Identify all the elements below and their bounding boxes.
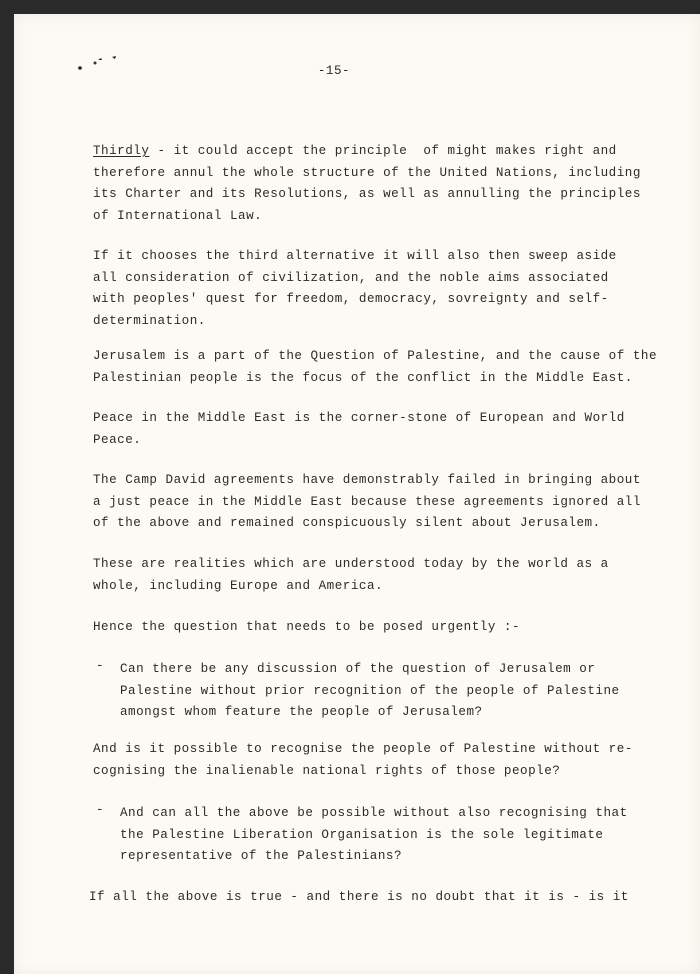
paragraph-recognise: And is it possible to recognise the people of Palestine without re- cognising the inalienable national rights of those people?	[93, 742, 633, 778]
paragraph-conclusion: If all the above is true - and there is no doubt that it is - is it	[89, 890, 629, 904]
paragraph-jerusalem: Jerusalem is a part of the Question of Palestine, and the cause of the Palestinian people is the focus of the conflict in the Middle East.	[93, 349, 658, 385]
bullet-item-plo: And can all the above be possible without also recognising that the Palestine Liberation Organisation is the sole legitimate representative of the Palestinians?	[120, 806, 628, 864]
paragraph-third-alternative: If it chooses the third alternative it will also then sweep aside all consideration of civilization, and the noble aims associated with peoples' quest for freedom, democracy, sovreignty and self- determination.	[93, 249, 617, 328]
bullet-dash: -	[96, 659, 105, 673]
page-number: -15-	[317, 64, 351, 78]
paragraph-thirdly: Thirdly - it could accept the principle of might makes right and therefore annul the whole structure of the United Nations, including its Charter and its Resolutions, as well as annulling the principles of International Law.	[93, 144, 641, 223]
paragraph-peace: Peace in the Middle East is the corner-stone of European and World Peace.	[93, 411, 625, 447]
document-page	[14, 14, 700, 974]
paragraph-camp-david: The Camp David agreements have demonstrably failed in bringing about a just peace in the Middle East because these agreements ignored all of the above and remained conspicuously silent about Jerusalem.	[93, 473, 641, 531]
underlined-lead: Thirdly	[93, 144, 150, 158]
paragraph-realities: These are realities which are understood today by the world as a whole, including Europe and America.	[93, 557, 609, 593]
bullet-item-discussion: Can there be any discussion of the question of Jerusalem or Palestine without prior recognition of the people of Palestine amongst whom feature the people of Jerusalem?	[120, 662, 620, 720]
paragraph-question: Hence the question that needs to be posed urgently :-	[93, 620, 521, 634]
bullet-dash: -	[96, 803, 105, 817]
